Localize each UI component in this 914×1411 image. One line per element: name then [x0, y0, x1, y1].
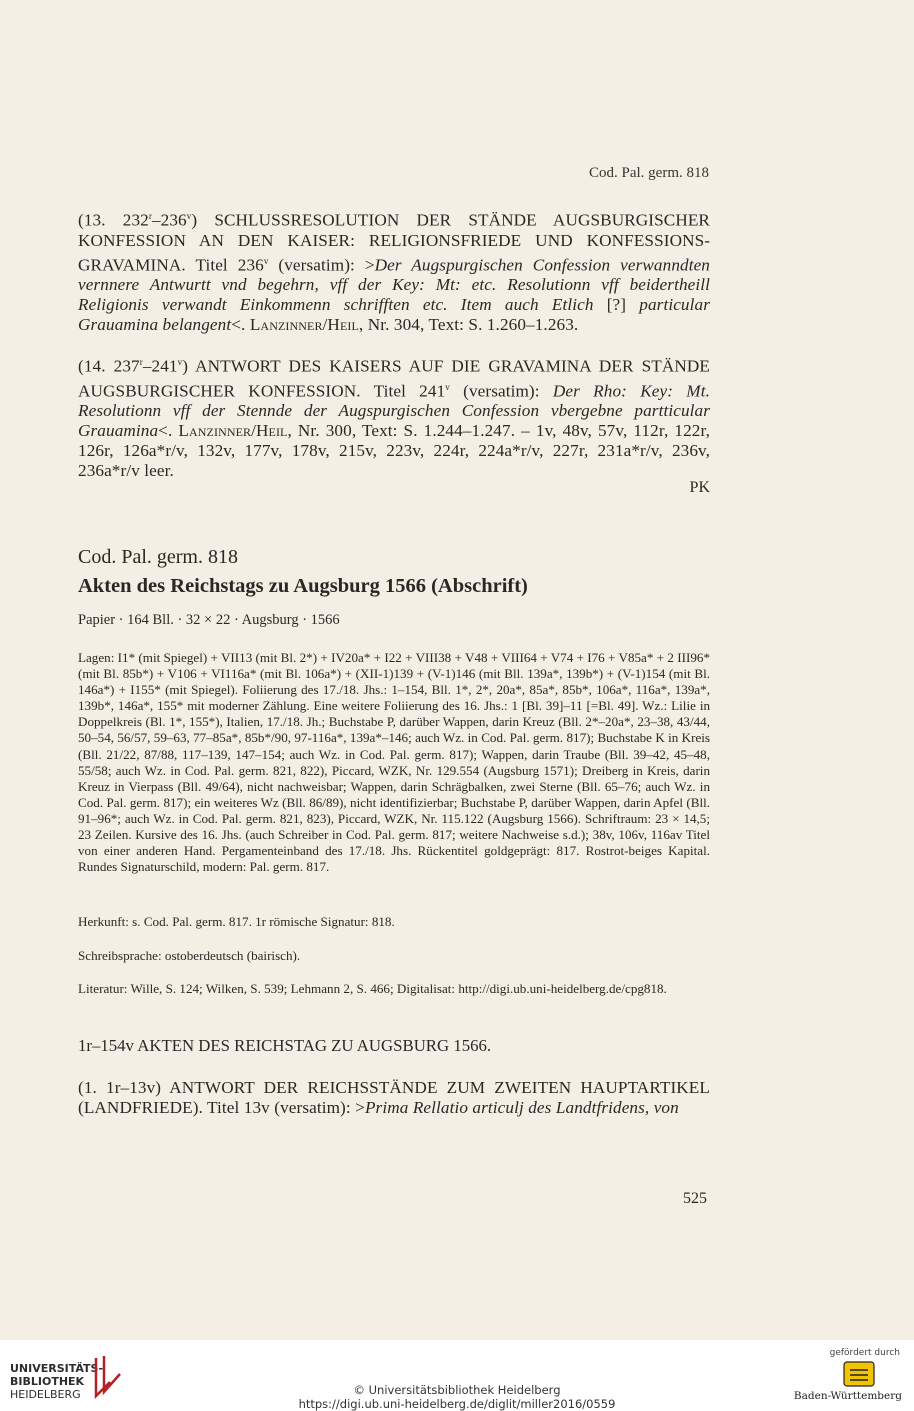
schreibsprache: Schreibsprache: ostoberdeutsch (bairisch).	[78, 948, 301, 963]
running-head: Cod. Pal. germ. 818	[589, 165, 709, 181]
entry-13: (13. 232$^r$–236$^v$) SCHLUSSRESOLUTION DER STÄNDE AUGSBURGISCHER KONFESSION AN DEN KAISER: RELIGIONSFRIEDE UND KONFESSIONSGRAVAMINA. Titel 236$^v$ (versatim): >Der Augspurgischen Confession verwanndten vernnere Antwurtt vnd begehrn, vff der Key: Mt: etc. Resolutionn vff beidertheill Religionis verwandt Einkommenn schrifften etc. Item auch Etlich [?] particular Grauamina belangent<. Lanzinner/Heil, Nr. 304, Text: S. 1.260–1.263.	[78, 210, 711, 335]
bw-crest-icon	[842, 1360, 876, 1388]
manuscript-meta: Papier · 164 Bll. · 32 × 22 · Augsburg · 1566	[78, 612, 340, 628]
footer-bar	[0, 1340, 914, 1411]
author-initials: PK	[689, 479, 710, 496]
funded-by-label: gefördert durch	[829, 1348, 900, 1358]
literatur: Literatur: Wille, S. 124; Wilken, S. 539; Lehmann 2, S. 466; Digitalisat: http://digi.ub.uni-heidelberg.de/cpg818.	[78, 981, 667, 996]
copyright-text: © Universitätsbibliothek Heidelberg	[353, 1383, 561, 1397]
entry-1: (1. 1r–13v) ANTWORT DER REICHSSTÄNDE ZUM ZWEITEN HAUPTARTIKEL (LANDFRIEDE). Titel 13v (versatim): >Prima Rellatio articulj des Landtfridens, von	[78, 1078, 710, 1117]
section-heading: 1r–154v AKTEN DES REICHSTAG ZU AUGSBURG 1566.	[78, 1036, 492, 1055]
permalink-url[interactable]: https://digi.ub.uni-heidelberg.de/diglit/miller2016/0559	[298, 1397, 616, 1411]
bw-label: Baden-Württemberg	[793, 1390, 902, 1402]
entry-14: (14. 237$^r$–241$^v$) ANTWORT DES KAISERS AUF DIE GRAVAMINA DER STÄNDE AUGSBURGISCHER KONFESSION. Titel 241$^v$ (versatim): Der Rho: Key: Mt. Resolutionn vff der Stennde der Augspurgischen Confession vbergebne partticular Grauamina<. Lanzinner/Heil, Nr. 300, Text: S. 1.244–1.247. – 1v, 48v, 57v, 112r, 122r, 126r, 126a*r/v, 132v, 177v, 178v, 215v, 223v, 224r, 224a*r/v, 227r, 231a*r/v, 236v, 236a*r/v leer.	[78, 356, 711, 481]
page-number: 525	[683, 1190, 707, 1207]
shelfmark-heading: Cod. Pal. germ. 818	[78, 546, 238, 568]
herkunft: Herkunft: s. Cod. Pal. germ. 817. 1r römische Signatur: 818.	[78, 914, 395, 929]
ub-heidelberg-wordmark[interactable]: UNIVERSITÄTS- BIBLIOTHEK HEIDELBERG	[10, 1362, 104, 1401]
manuscript-title: Akten des Reichstags zu Augsburg 1566 (Abschrift)	[78, 575, 528, 597]
lagen-description: Lagen: I1* (mit Spiegel) + VII13 (mit Bl. 2*) + IV20a* + I22 + VIII38 + V48 + VIII64 + V74 + I76 + V85a* + 2 III96* (mit Bl. 85b*) + V106 + VI116a* (mit Bl. 106a*) + (XII-1)139 + (V-1)146 (mit Bll. 139a*, 139b*) + (V-1)154 (mit Bl. 146a*) + I155* (mit Spiegel). Foliierung des 17./18. Jhs.: 1–154, Bll. 1*, 2*, 20a*, 85a*, 85b*, 106a*, 116a*, 139a*, 139b*, 146a*, 155* mit moderner Zählung. Eine weitere Foliierung des 16. Jhs.: 1 [Bl. 39]–11 [=Bl. 49]. Wz.: Lilie in Doppelkreis (Bl. 1*, 155*), Italien, 17./18. Jh.; Buchstabe P, darüber Wappen, darin Kreuz (Bll. 2*–20a*, 23–38, 43/44, 50–54, 56/57, 59–63, 77–85a*, 85b*/90, 97-116a*, 139a*–146; auch Wz. in Cod. Pal. germ. 817); Buchstabe K in Kreis (Bll. 21/22, 87/88, 117–139, 147–154; auch Wz. in Cod. Pal. germ. 817); Wappen, darin Traube (Bll. 39–42, 45–48, 55/58; auch Wz. in Cod. Pal. germ. 821, 822), Piccard, WZK, Nr. 129.554 (Augsburg 1571); Dreiberg in Kreis, darin Kreuz in Vierpass (Bll. 49/64), nicht nachweisbar; Wappen, darin Schrägbalken, zwei Sterne (Bll. 65–76; auch Wz. in Cod. Pal. germ. 817); ein weiteres Wz (Bll. 86/89), nicht identifizierbar; Buchstabe P, darüber Wappen, darin Apfel (Bll. 91–96*; auch Wz. in Cod. Pal. germ. 821, 823), Piccard, WZK, Nr. 115.122 (Augsburg 1566). Schriftraum: 23 × 14,5; 23 Zeilen. Kursive des 16. Jhs. (auch Schreiber in Cod. Pal. germ. 817; weitere Nachweise s.d.); 38v, 106v, 116av Titel von einer anderen Hand. Pergamenteinband des 17./18. Jhs. Rückentitel goldgeprägt: 817. Rostrot-beiges Kapital. Rundes Signaturschild, modern: Pal. germ. 817.	[78, 650, 710, 875]
